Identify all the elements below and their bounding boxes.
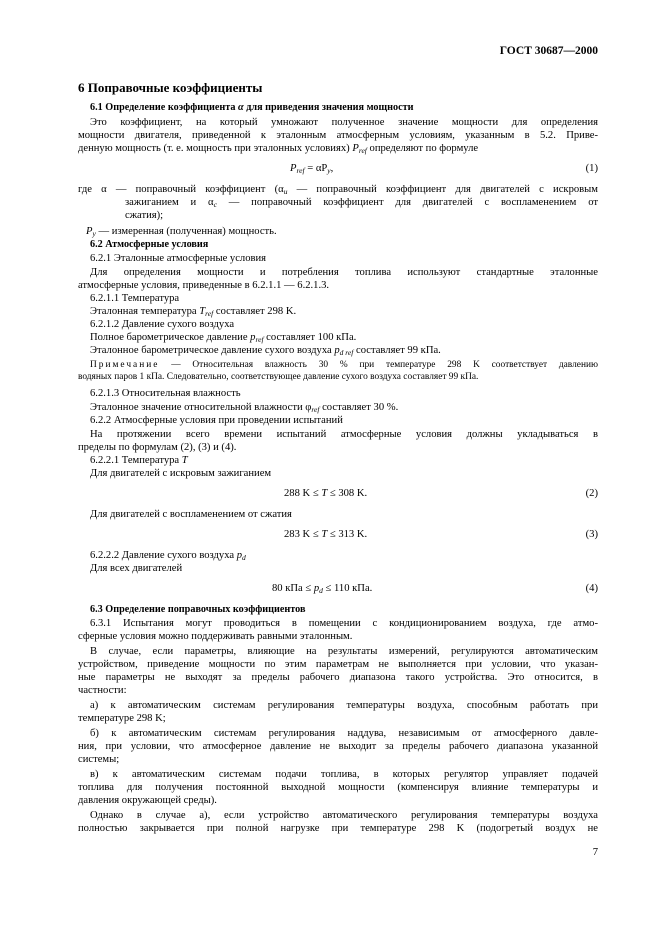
paragraph-line: Полное барометрическое давление $p_{ref}$ составляет 100 кПа.: [90, 332, 357, 344]
formula-2: 288 K ≤ T ≤ 308 K.: [284, 488, 368, 499]
clause-heading: 6.2.1.3 Относительная влажность: [90, 388, 241, 399]
section-title: 6 Поправочные коэффициенты: [78, 80, 263, 95]
list-item-a: а) к автоматическим системам регулирования температуры воздуха, способным работать при: [90, 700, 598, 711]
where-line: зажиганием и $\alpha_с$ — поправочный коэффициент для двигателей с воспламенением от: [125, 197, 598, 209]
paragraph-line: Эталонное барометрическое давление сухого воздуха $p_{d ref}$ составляет 99 кПа.: [90, 345, 441, 357]
paragraph-6-1-line: Это коэффициент, на который умножают полученное значение мощности для определения: [90, 117, 598, 128]
subsection-6-3-heading: 6.3 Определение поправочных коэффициентов: [90, 604, 306, 615]
paragraph-line: 6.3.1 Испытания могут проводиться в помещении с кондиционированием воздуха, где атмо-: [90, 618, 598, 629]
list-item-c: давления окружающей среды).: [78, 795, 217, 806]
page-number: 7: [592, 847, 598, 858]
list-item-b: б) к автоматическим системам регулирования наддува, независимым от атмосферного давле-: [90, 728, 598, 739]
paragraph-line: ные параметры не выходят за пределы рабочего диапазона такого устройства. Это относится, в: [78, 672, 598, 683]
formula-3: 283 K ≤ T ≤ 313 K.: [284, 529, 368, 540]
paragraph-line: Эталонная температура $T_{ref}$ составляет 298 K.: [90, 306, 297, 318]
clause-heading: 6.2.1.2 Давление сухого воздуха: [90, 319, 235, 330]
paragraph-line: устройством, приведение мощности по этим параметрам не выполняется при условии, что указан-: [78, 659, 598, 670]
paragraph-line: На протяжении всего времени испытаний атмосферные условия должны укладываться в: [90, 429, 598, 440]
formula-number: (4): [585, 583, 598, 594]
paragraph-line: Для двигателей с искровым зажиганием: [90, 468, 272, 479]
note-line: водяных паров 1 кПа. Следовательно, соответствующее давление сухого воздуха составляет 99 кПа.: [78, 372, 479, 382]
where-line: $P_y$ — измеренная (полученная) мощность.: [86, 226, 277, 238]
paragraph-line: атмосферные условия, приведенные в 6.2.1.1 — 6.2.1.3.: [78, 280, 330, 291]
list-item-a: температуре 298 K;: [78, 713, 166, 724]
paragraph-line: Для двигателей с воспламенением от сжатия: [90, 509, 292, 520]
document-code: ГОСТ 30687—2000: [499, 45, 598, 57]
list-item-b: системы;: [78, 754, 120, 765]
paragraph-6-1-line: мощности двигателя, приведенной к эталонным атмосферным условиям, указанным в 5.2. Приве-: [78, 130, 598, 141]
paragraph-line: В случае, если параметры, влияющие на результаты измерений, регулируются автоматическим: [90, 646, 598, 657]
formula-1: $P_{ref} = \alpha P_y$,: [290, 163, 334, 175]
formula-number: (2): [585, 488, 598, 499]
where-line: сжатия);: [125, 210, 164, 221]
list-item-c: топлива для получения постоянной выходной мощности (компенсируя влияние температуры и: [78, 782, 598, 793]
list-item-b: ния, при условии, что атмосферное давление не выходит за пределы рабочего диапазона указанной: [78, 741, 598, 752]
subsection-6-1-heading: 6.1 Определение коэффициента α для приведения значения мощности: [90, 102, 414, 113]
where-line: где α — поправочный коэффициент ($\alpha_и$ — поправочный коэффициент для двигателей с искровым: [78, 184, 598, 196]
formula-4: 80 кПа ≤ $p_d \le 110$ кПа.: [272, 583, 373, 595]
formula-number: (1): [585, 163, 598, 174]
clause-heading: 6.2.2.1 Температура T: [90, 455, 188, 466]
list-item-c: в) к автоматическим системам подачи топлива, в которых регулятор управляет подачей: [90, 769, 598, 780]
paragraph-line: сферные условия можно поддерживать равными эталонным.: [78, 631, 353, 642]
paragraph-line: пределы по формулам (2), (3) и (4).: [78, 442, 237, 453]
paragraph-line: Для определения мощности и потребления топлива используют стандартные эталонные: [90, 267, 598, 278]
formula-number: (3): [585, 529, 598, 540]
paragraph-line: Для всех двигателей: [90, 563, 183, 574]
clause-heading: 6.2.1.1 Температура: [90, 293, 180, 304]
subsection-6-2-heading: 6.2 Атмосферные условия: [90, 239, 209, 250]
paragraph-line: Эталонное значение относительной влажности $\varphi_{ref}$ составляет 30 %.: [90, 402, 399, 414]
clause-heading: 6.2.1 Эталонные атмосферные условия: [90, 253, 267, 264]
paragraph-line: полностью закрывается при полной нагрузке при температуре 298 K (подогретый воздух не: [78, 823, 598, 834]
paragraph-line: частности:: [78, 685, 127, 696]
clause-heading: 6.2.2 Атмосферные условия при проведении испытаний: [90, 415, 343, 426]
note-line: Примечание — Относительная влажность 30 % при температуре 298 K соответствует давлению: [90, 360, 598, 370]
clause-heading: 6.2.2.2 Давление сухого воздуха $p_d$: [90, 550, 246, 562]
paragraph-line: Однако в случае а), если устройство автоматического регулирования температуры воздуха: [90, 810, 598, 821]
paragraph-6-1-line: денную мощность (т. е. мощность при эталонных условиях) $P_{ref}$ определяют по формуле: [78, 143, 479, 155]
